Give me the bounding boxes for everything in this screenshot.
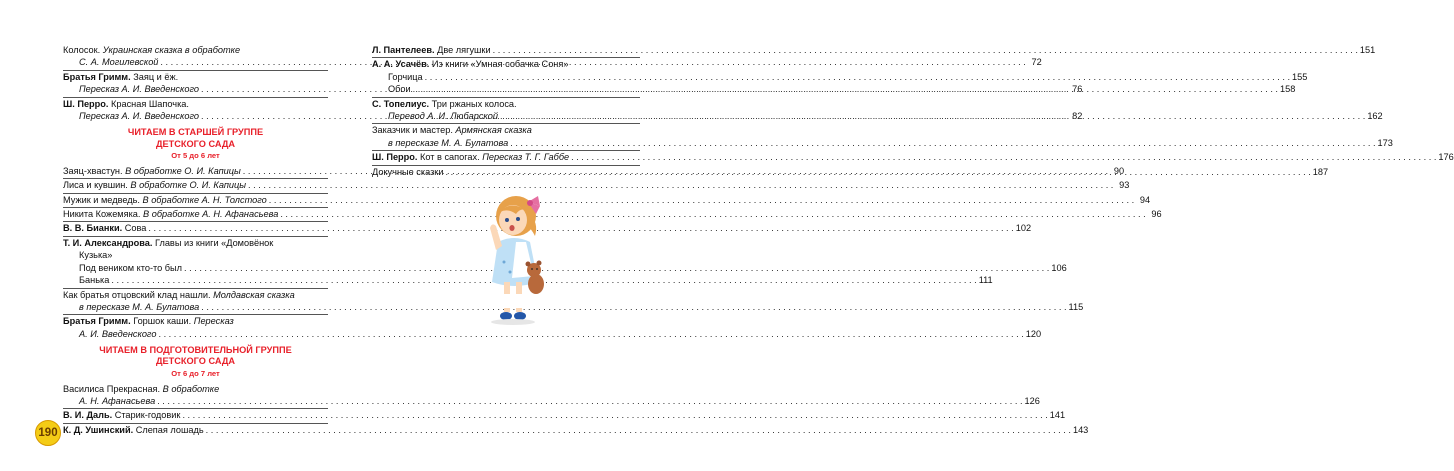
toc-page-number: 115 [1068, 301, 1084, 312]
toc-row-label: Горчица [388, 71, 423, 82]
toc-title: Старик-годовик [112, 410, 181, 421]
toc-page-number: 187 [1312, 166, 1329, 177]
leader-dots [500, 110, 1365, 122]
toc-page-number: 96 [1151, 209, 1162, 220]
toc-page-number: 176 [1438, 152, 1454, 163]
toc-author: К. Д. Ушинский. [63, 424, 134, 435]
toc-page-number: 143 [1072, 424, 1089, 435]
toc-author: А. А. Усачёв. [372, 59, 430, 70]
toc-note: В обработке О. И. Капицы [125, 165, 241, 176]
toc-title: Колосок. [63, 45, 103, 55]
toc-row-text [372, 44, 491, 56]
toc-row-text [79, 301, 199, 313]
toc-note: В обработке А. Н. Толстого [142, 194, 267, 205]
toc-page-number: 155 [1292, 71, 1308, 82]
toc-row-text [388, 137, 508, 149]
toc-title: Сова [122, 223, 147, 234]
section-heading-line1: ЧИТАЕМ В ПОДГОТОВИТЕЛЬНОЙ ГРУППЕ [99, 345, 292, 356]
toc-row[interactable] [63, 274, 993, 286]
leader-dots [201, 301, 1066, 313]
toc-entry[interactable] [63, 423, 1089, 436]
toc-entry-heading-cont: Кузька» [79, 250, 113, 261]
toc-note: В обработке А. Н. Афанасьева [143, 209, 279, 220]
toc-row-text [63, 409, 180, 421]
toc-page-number: 141 [1049, 410, 1066, 421]
toc-row[interactable] [372, 71, 1308, 83]
toc-page-number: 93 [1119, 180, 1130, 191]
toc-entry[interactable] [372, 123, 1393, 149]
toc-entry[interactable] [63, 314, 1042, 340]
toc-row-label: С. А. Могилевской [79, 57, 159, 68]
toc-entry-heading [63, 315, 328, 327]
leader-dots [510, 137, 1375, 149]
toc-title: Докучные сказки [372, 166, 444, 177]
toc-entry[interactable] [63, 193, 1151, 206]
toc-author: Братья Гримм. [63, 71, 131, 82]
toc-entry-heading [372, 98, 640, 110]
toc-note: В обработке О. И. Капицы [130, 180, 247, 191]
toc-page-number: 126 [1024, 395, 1040, 406]
toc-title: Кот в сапогах. [417, 152, 483, 163]
toc-row[interactable] [63, 301, 1084, 313]
section-heading-line2: ДЕТСКОГО САДА [155, 356, 236, 367]
toc-row-text [79, 262, 182, 274]
toc-author: Ш. Перро. [63, 98, 109, 109]
toc-row[interactable] [63, 424, 1089, 436]
toc-row-text [79, 110, 199, 122]
leader-dots [158, 328, 1023, 340]
toc-title: Слепая лошадь [133, 424, 204, 435]
toc-note: Пересказ [193, 316, 234, 327]
toc-row[interactable] [63, 194, 1151, 206]
toc-title: Лиса и кувшин. [63, 180, 131, 191]
toc-row-text [388, 110, 498, 122]
toc-row[interactable] [63, 222, 1032, 234]
toc-title: Красная Шапочка. [108, 98, 189, 109]
toc-row-text [372, 166, 443, 178]
toc-note: В обработке [162, 383, 220, 394]
toc-row-text [79, 83, 199, 95]
leader-dots [413, 83, 1278, 95]
toc-page-number: 106 [1051, 262, 1067, 273]
toc-row-text [388, 83, 411, 95]
toc-note: Молдавская сказка [213, 289, 295, 300]
leader-dots [157, 395, 1022, 407]
toc-entry[interactable] [63, 408, 1066, 421]
toc-row-text [79, 56, 158, 68]
toc-row[interactable] [63, 328, 1042, 340]
toc-row[interactable] [372, 151, 1454, 163]
toc-title: Заяц и ёж. [130, 71, 179, 82]
leader-dots [148, 222, 1013, 234]
toc-row-text [63, 424, 204, 436]
section-heading [63, 127, 328, 149]
toc-note: Украинская сказка в обработке [102, 45, 241, 55]
section-heading [63, 345, 328, 367]
toc-row-text [63, 222, 146, 234]
toc-note: Пересказ Т. Г. Габбе [482, 152, 570, 163]
toc-author: Братья Гримм. [63, 316, 131, 327]
toc-entry[interactable] [63, 236, 1067, 287]
toc-page-number: 111 [978, 275, 993, 286]
toc-entry-heading [372, 58, 640, 70]
age-range: От 6 до 7 лет [171, 368, 220, 378]
toc-row-label: Пересказ А. И. Введенского [79, 111, 200, 122]
toc-title: Никита Кожемяка. [63, 209, 144, 220]
toc-entry-heading [63, 383, 328, 395]
toc-title: Главы из книги «Домовёнок [152, 237, 274, 248]
toc-title: Как братья отцовский клад нашли. [63, 289, 214, 300]
toc-row-text [63, 208, 278, 220]
toc-page-number: 90 [1113, 165, 1125, 176]
toc-entry-heading [63, 71, 328, 83]
toc-row-label: в пересказе М. А. Булатова [388, 137, 509, 148]
toc-entry-heading [63, 237, 328, 249]
toc-title: Василиса Прекрасная. [63, 383, 163, 394]
leader-dots [445, 166, 1310, 178]
leader-dots [280, 208, 1145, 220]
toc-page-number: 102 [1015, 223, 1032, 234]
toc-page-number: 94 [1139, 194, 1151, 205]
leader-dots [184, 262, 1049, 274]
toc-row[interactable] [63, 395, 1040, 407]
toc-page-number: 151 [1359, 45, 1376, 55]
toc-row-label: А. Н. Афанасьева [79, 395, 156, 406]
toc-author: В. В. Бианки. [63, 223, 123, 234]
toc-row-text [372, 151, 569, 163]
toc-title: Заказчик и мастер. [372, 125, 456, 136]
leader-dots [493, 44, 1358, 56]
toc-row[interactable] [63, 262, 1067, 274]
leader-dots [425, 71, 1290, 83]
toc-author: Ш. Перро. [372, 152, 418, 163]
toc-entry[interactable] [63, 178, 1130, 191]
toc-entry[interactable] [372, 150, 1454, 163]
section-heading-line1: ЧИТАЕМ В СТАРШЕЙ ГРУППЕ [127, 127, 264, 138]
toc-row[interactable] [372, 137, 1393, 149]
page-number: 190 [38, 427, 58, 439]
leader-dots [571, 151, 1436, 163]
toc-page-number: 76 [1072, 84, 1083, 95]
toc-row-text [388, 71, 423, 83]
toc-entry[interactable] [63, 288, 1084, 314]
toc-entry[interactable] [63, 221, 1032, 234]
toc-row-label: Перевод А. И. Любарской [388, 111, 498, 122]
toc-row-label: Пересказ А. И. Введенского [79, 84, 200, 95]
toc-row-text [63, 165, 241, 177]
toc-row-text [63, 194, 267, 206]
toc-row-text [79, 274, 109, 286]
toc-note: Армянская сказка [455, 125, 532, 136]
toc-entry-heading [63, 289, 328, 301]
toc-title: Три ржаных колоса. [429, 98, 517, 109]
toc-author: Т. И. Александрова. [63, 237, 153, 248]
toc-row-label: в пересказе М. А. Булатова [79, 301, 200, 312]
toc-row-label: А. И. Введенского [79, 328, 157, 339]
girl-with-teddy-illustration [476, 192, 556, 327]
age-range: От 5 до 6 лет [171, 150, 220, 160]
toc-author: В. И. Даль. [63, 410, 113, 421]
toc-author: Л. Пантелеев. [372, 45, 435, 55]
toc-row-label: Под веником кто-то был [79, 262, 183, 273]
toc-row-text [79, 395, 155, 407]
toc-entry[interactable] [63, 383, 1040, 408]
toc-entry[interactable] [63, 207, 1162, 220]
toc-page-number: 173 [1377, 137, 1393, 148]
toc-row[interactable] [63, 179, 1130, 191]
leader-dots [182, 409, 1047, 421]
toc-page-number: 120 [1025, 328, 1042, 339]
leader-dots [206, 424, 1071, 436]
toc-row-text [79, 328, 156, 340]
toc-page-number: 72 [1031, 57, 1042, 68]
leader-dots [248, 179, 1113, 191]
page-number-badge [35, 420, 61, 446]
toc-title: Заяц-хвастун. [63, 165, 126, 176]
toc-entry-heading [63, 98, 328, 110]
toc-page-number: 162 [1367, 111, 1383, 122]
toc-row[interactable] [63, 208, 1162, 220]
toc-title: Мужик и медведь. [63, 194, 143, 205]
toc-author: С. Топелиус. [372, 98, 430, 109]
toc-entry-heading [63, 44, 328, 56]
toc-entry[interactable] [372, 44, 1376, 56]
toc-entry-heading [372, 124, 640, 136]
toc-row[interactable] [63, 409, 1066, 421]
toc-title: Две лягушки [434, 45, 491, 55]
toc-row-label: Банька [79, 275, 110, 286]
toc-row-text [63, 179, 246, 191]
toc-title: Горшок каши. [130, 316, 194, 327]
toc-title: Из книги «Умная собачка Соня» [429, 59, 569, 70]
section-heading-line2: ДЕТСКОГО САДА [155, 138, 236, 149]
toc-page-number: 158 [1279, 84, 1296, 95]
toc-row-label: Обои [388, 84, 411, 95]
leader-dots [269, 194, 1134, 206]
toc-row[interactable] [372, 44, 1376, 56]
toc-page-number: 82 [1072, 111, 1083, 122]
